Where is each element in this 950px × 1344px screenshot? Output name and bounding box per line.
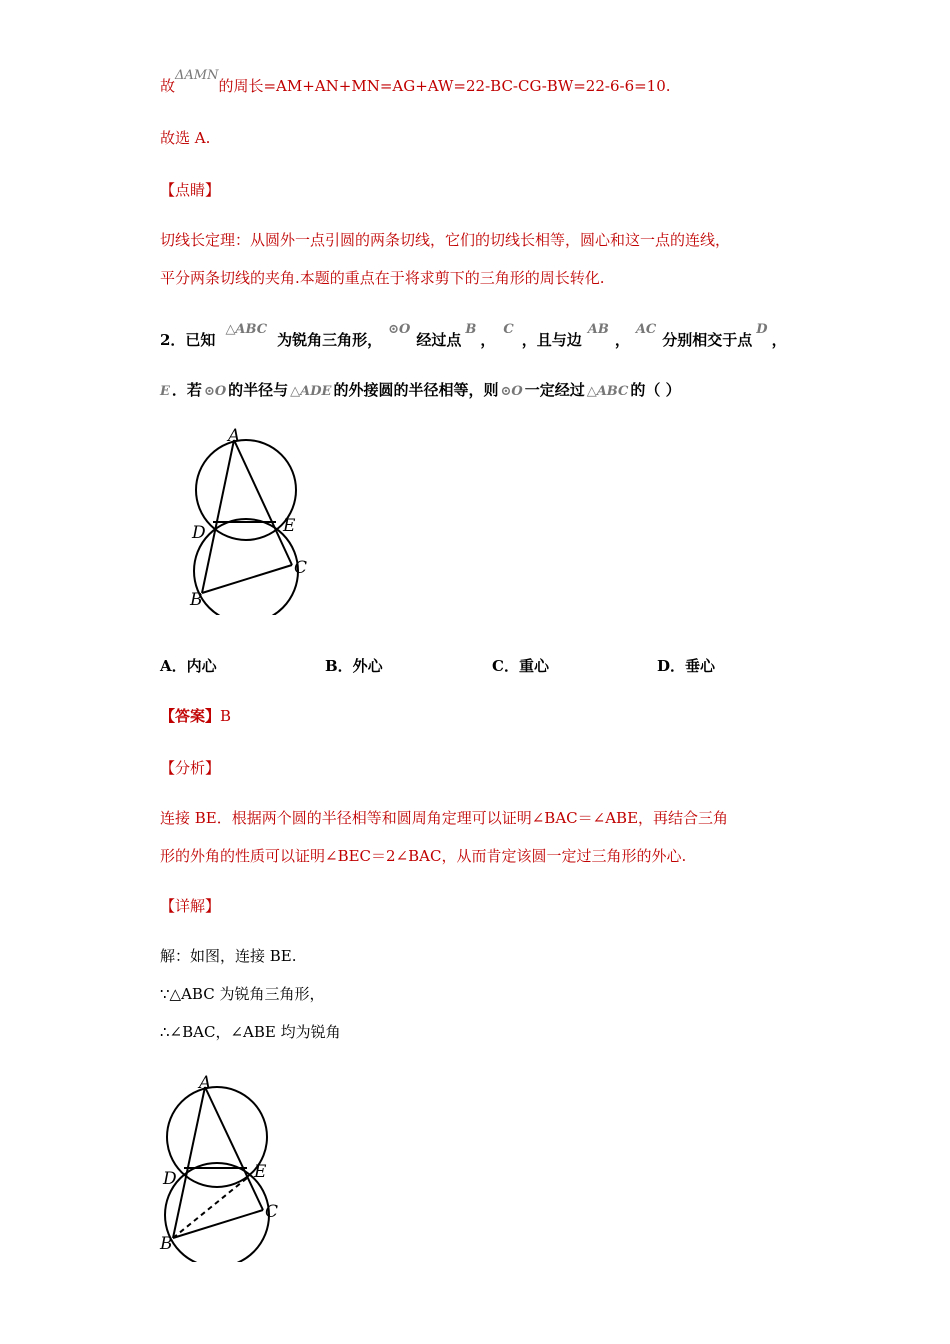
answer-label: 【答案】 [160,707,221,725]
question-line-2: E ．若 ⊙O 的半径与 △ADE 的外接圆的半径相等，则 ⊙O 一定经过 △ABC 的（ ） [160,381,681,399]
segment-ab-line [202,440,234,593]
segment-ac-line [234,440,292,565]
label-d-2: D [163,1169,177,1189]
segment-ab-line-2 [173,1087,205,1238]
tip-line-1: 切线长定理：从圆外一点引圆的两条切线，它们的切线长相等，圆心和这一点的连线， [160,231,731,249]
answer-line [160,706,231,726]
option-b[interactable]: B．外心 [325,657,383,675]
label-c-2: C [265,1202,279,1222]
point-e: E [160,384,170,399]
geometry-figure-1 [180,425,340,615]
segment-ac-line-2 [205,1087,263,1210]
option-a[interactable]: A．内心 [160,657,217,675]
analysis-heading: 【分析】 [160,759,221,777]
point-c: C [503,322,514,337]
segment-bc-line-2 [173,1210,263,1238]
choose-line: 故选 A. [160,129,211,147]
detail-line-1: 解：如图，连接 BE. [160,947,297,965]
tip-heading: 【点睛】 [160,181,221,199]
tip-line-2: 平分两条切线的夹角.本题的重点在于将求剪下的三角形的周长转化. [160,269,605,287]
upper-circle [196,440,296,540]
label-c: C [294,558,308,578]
question-line-1: 2．已知△ABC为锐角三角形，⊙O经过点B，C，且与边AB，AC分别相交于点D， [160,322,787,349]
point-d: D [756,322,768,337]
label-e: E [283,516,296,536]
label-b: B [190,590,203,610]
detail-heading: 【详解】 [160,897,221,915]
geometry-figure-2 [155,1072,315,1262]
detail-line-3: ∴∠BAC，∠ABE 均为锐角 [160,1023,341,1041]
segment-bc-line [202,565,292,593]
answer-value: B [220,707,232,725]
option-d[interactable]: D．垂心 [657,657,716,675]
label-d: D [192,523,206,543]
upper-circle-2 [167,1087,267,1187]
analysis-line-1: 连接 BE．根据两个圆的半径相等和圆周角定理可以证明∠BAC＝∠ABE，再结合三角 [160,809,729,827]
point-b: B [465,322,477,337]
circle-o-2: ⊙O [203,384,227,399]
circle-o: ⊙O [388,322,411,337]
circle-o-3: ⊙O [500,384,523,399]
triangle-ade: △ADE [290,384,332,399]
detail-line-2: ∵△ABC 为锐角三角形， [160,985,325,1003]
label-b-2: B [160,1234,173,1254]
label-a: A [228,426,241,446]
triangle-abc: △ABC [225,322,268,337]
label-a-2: A [199,1073,212,1093]
label-e-2: E [254,1162,267,1182]
segment-ab: AB [587,322,609,337]
segment-ac: AC [635,322,657,337]
option-c[interactable]: C．重心 [492,657,549,675]
analysis-line-2: 形的外角的性质可以证明∠BEC＝2∠BAC，从而肯定该圆一定过三角形的外心. [160,847,687,865]
triangle-amn: ΔAMN [175,68,219,83]
perimeter-line: 故ΔAMN的周长=AM+AN+MN=AG+AW=22-BC-CG-BW=22-6-6=10. [160,68,671,95]
triangle-abc-2: △ABC [586,384,629,399]
